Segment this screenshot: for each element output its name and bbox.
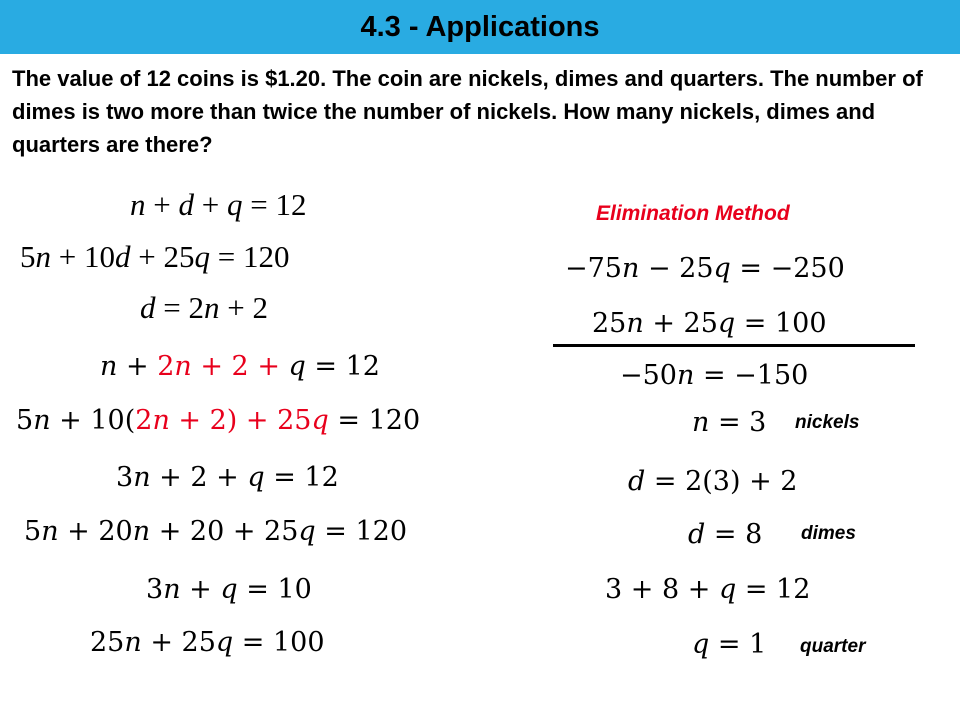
sum-line (553, 344, 915, 347)
var-n: n (621, 253, 640, 284)
eq-part: + 10( (50, 405, 136, 436)
eq-part: + (145, 187, 179, 222)
var-d: d (628, 466, 646, 497)
var-n: n (203, 290, 220, 325)
expanded-value (24, 515, 407, 549)
eq-part: 5 (16, 405, 34, 436)
eq-part: = 100 (233, 627, 325, 658)
nickels-label: nickels (795, 412, 860, 433)
eq-part: + 25 (130, 239, 195, 274)
substitution-count (100, 350, 380, 384)
eq-part: = −250 (730, 253, 845, 284)
eq-part: + 25 (643, 308, 718, 339)
reduced-value (90, 626, 325, 660)
eq-part: + (117, 351, 158, 382)
eq-part: = 120 (209, 239, 290, 274)
eq-part: = 10 (237, 574, 312, 605)
var-n: n (130, 187, 146, 222)
var-q: q (713, 253, 731, 284)
eq-part: 3 (116, 462, 134, 493)
quarters-substitution (605, 573, 810, 607)
var-d: d (140, 290, 156, 325)
eq-part: + 20 + 25 (150, 516, 299, 547)
var-d: d (688, 519, 706, 550)
eq-part: = 3 (709, 407, 767, 438)
var-q: q (717, 308, 736, 339)
problem-statement: The value of 12 coins is $1.20. The coin are nickels, dimes and quarters. The number of dimes is two more than twice the number of nickels. How many nickels, dimes and quarters are there? (12, 66, 923, 157)
eq-part: 3 (146, 574, 164, 605)
eq-part-substituted: + 2) + 25 (169, 405, 312, 436)
var-n: n (100, 351, 118, 382)
eq-part: 3 + 8 + (605, 574, 719, 605)
eq-part: = 120 (315, 516, 408, 547)
var-d: d (178, 187, 194, 222)
equation-dimes (140, 291, 268, 325)
var-q: q (226, 187, 243, 222)
eq-part: = 1 (709, 629, 767, 660)
var-q: q (298, 516, 316, 547)
quarters-result (692, 628, 766, 662)
eq-part: = 12 (242, 187, 307, 222)
quarter-label: quarter (800, 636, 866, 657)
dimes-substitution (628, 465, 797, 499)
equation-value (20, 240, 289, 274)
var-n: n (35, 239, 51, 274)
eq-part: = −150 (694, 360, 809, 391)
eq-part: = 120 (328, 405, 421, 436)
eq-part: + 10 (51, 239, 115, 274)
var-n: n (676, 360, 695, 391)
reduced-count (146, 573, 312, 607)
eq-part: + 25 (141, 627, 216, 658)
dimes-result (688, 518, 762, 552)
elimination-sum (620, 359, 808, 393)
eq-part: = 2 (155, 290, 204, 325)
eq-part: + 20 (58, 516, 133, 547)
eq-part: = 2(3) + 2 (645, 466, 798, 497)
eq-part: 25 (90, 627, 125, 658)
eq-part: 25 (592, 308, 627, 339)
eq-part-substituted: 2 (135, 405, 153, 436)
simplified-count (116, 461, 339, 495)
var-q: q (215, 627, 234, 658)
var-q: q (692, 629, 710, 660)
var-n: n (626, 308, 644, 339)
var-d: d (114, 239, 131, 274)
elimination-row-2 (592, 307, 827, 341)
var-q: q (718, 574, 737, 605)
eq-part: + (180, 574, 221, 605)
method-label: Elimination Method (596, 202, 790, 225)
title-bar (0, 0, 960, 54)
var-n-substituted: n (152, 405, 170, 436)
eq-part: + 2 (219, 290, 268, 325)
var-n: n (124, 627, 142, 658)
var-n: n (133, 462, 151, 493)
var-n: n (692, 407, 710, 438)
substitution-value (16, 404, 420, 438)
var-q: q (194, 239, 210, 274)
eq-part: + 2 + (150, 462, 248, 493)
eq-part: 5 (24, 516, 42, 547)
elimination-row-1 (565, 252, 845, 286)
eq-part: − 25 (639, 253, 714, 284)
var-q: q (247, 462, 265, 493)
var-n: n (41, 516, 59, 547)
eq-part: = 100 (735, 308, 827, 339)
dimes-label: dimes (801, 523, 856, 544)
var-n-substituted: n (174, 351, 192, 382)
eq-part: −75 (565, 253, 622, 284)
eq-part: = 12 (736, 574, 811, 605)
var-q: q (288, 351, 306, 382)
var-q-substituted: q (311, 405, 329, 436)
eq-part: = 12 (305, 351, 380, 382)
var-n: n (33, 405, 51, 436)
eq-part-substituted: 2 (157, 351, 175, 382)
eq-part: = 8 (705, 519, 763, 550)
eq-part: + (193, 187, 227, 222)
eq-part: 5 (20, 239, 36, 274)
equation-count (130, 188, 306, 222)
var-n: n (163, 574, 181, 605)
nickels-result (692, 406, 766, 440)
eq-part: = 12 (264, 462, 339, 493)
page-title: 4.3 - Applications (360, 10, 600, 43)
eq-part: −50 (620, 360, 677, 391)
var-q: q (220, 574, 238, 605)
eq-part-substituted: + 2 + (191, 351, 289, 382)
var-n: n (132, 516, 151, 547)
